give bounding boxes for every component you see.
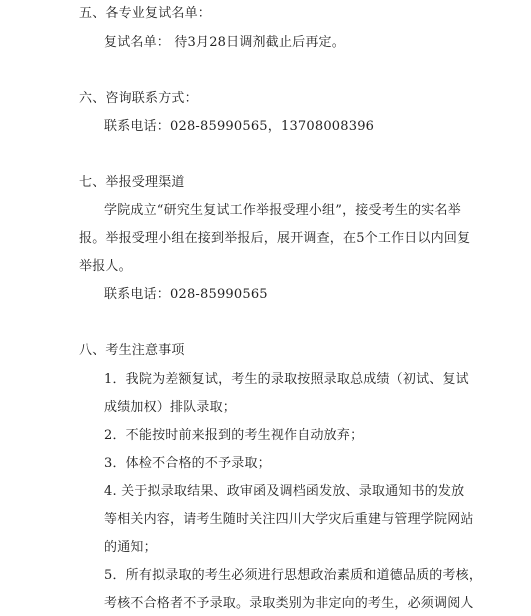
section-8-item-line: 3．体检不合格的不予录取； <box>104 456 271 471</box>
section-6-phone: 联系电话：028-85990565，13708008396 <box>104 119 375 134</box>
section-5-text: 复试名单： 待3月28日调剂截止后再定。 <box>104 35 345 50</box>
section-8-item-line: 的通知； <box>104 540 157 555</box>
section-8-item-line: 成绩加权）排队录取； <box>104 400 237 415</box>
section-8-heading: 八、考生注意事项 <box>79 343 185 358</box>
section-8-item-line: 4. 关于拟录取结果、政审函及调档函发放、录取通知书的发放 <box>104 484 465 499</box>
section-6-heading: 六、咨询联系方式： <box>79 91 198 106</box>
section-8-item-line: 等相关内容，请考生随时关注四川大学灾后重建与管理学院网站 <box>104 512 474 527</box>
section-8-item-line: 1．我院为差额复试，考生的录取按照录取总成绩（初试、复试 <box>104 372 469 387</box>
section-7-paragraph-line: 报。举报受理小组在接到举报后，展开调查，在5个工作日以内回复 <box>79 231 471 246</box>
section-7-phone: 联系电话：028-85990565 <box>104 287 268 302</box>
section-7-paragraph-line: 举报人。 <box>79 259 132 274</box>
section-8-item-line: 5．所有拟录取的考生必须进行思想政治素质和道德品质的考核， <box>104 568 483 583</box>
section-5-heading: 五、各专业复试名单： <box>79 6 212 21</box>
section-7-paragraph-line: 学院成立“研究生复试工作举报受理小组”，接受考生的实名举 <box>104 203 461 218</box>
section-7-heading: 七、举报受理渠道 <box>79 175 185 190</box>
section-8-item-line: 考核不合格者不予录取。录取类别为非定向的考生，必须调阅人 <box>104 596 474 611</box>
section-8-item-line: 2．不能按时前来报到的考生视作自动放弃； <box>104 428 364 443</box>
